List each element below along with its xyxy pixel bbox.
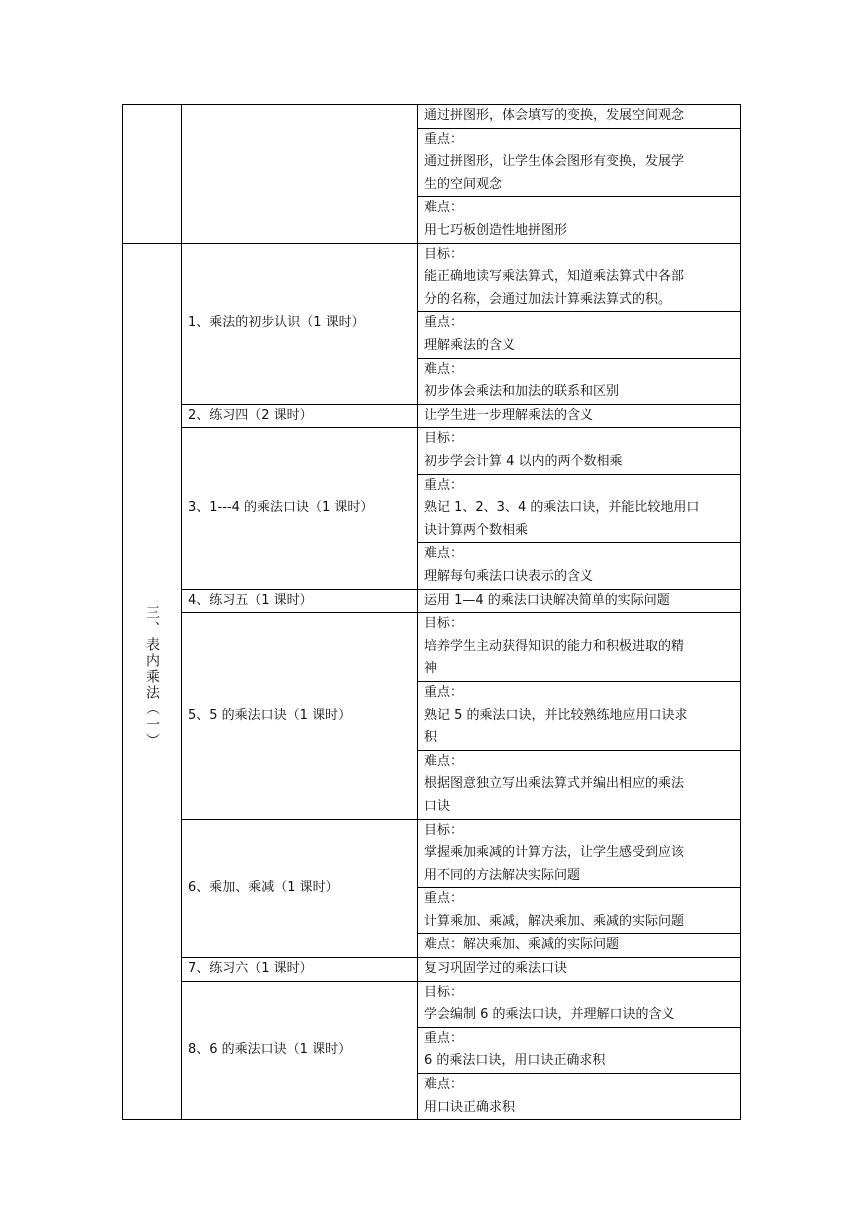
table-row: [123, 589, 741, 613]
content-line: 重点：: [424, 684, 464, 700]
content-line: 难点：: [424, 200, 464, 216]
content-cell: [418, 197, 741, 243]
table-row: [123, 243, 741, 312]
lesson-name-cell: 3、1---4 的乘法口诀（1 课时）: [182, 428, 418, 589]
content-line: 目标：: [424, 822, 464, 838]
content-line: 6 的乘法口诀，用口诀正确求积: [424, 1053, 606, 1069]
content-cell: [418, 613, 741, 682]
table-row: [123, 981, 741, 1027]
content-cell: [418, 105, 741, 129]
content-line: 口诀: [424, 798, 451, 814]
content-line: 诀计算两个数相乘: [424, 522, 529, 538]
content-line: 用口诀正确求积: [424, 1099, 516, 1115]
content-line: 目标：: [424, 246, 464, 262]
lesson-name-cell: 2、练习四（2 课时）: [182, 404, 418, 428]
content-cell: [418, 888, 741, 934]
content-line: 难点：: [424, 1077, 464, 1093]
lesson-name-cell: 5、5 的乘法口诀（1 课时）: [182, 613, 418, 819]
content-line: 神: [424, 661, 438, 677]
content-line: 根据图意独立写出乘法算式并编出相应的乘法: [424, 776, 685, 792]
content-line: 目标：: [424, 984, 464, 1000]
content-line: 让学生进一步理解乘法的含义: [424, 407, 594, 423]
content-line: 熟记 1、2、3、4 的乘法口诀，并能比较地用口: [424, 500, 700, 516]
content-line: 通过拼图形，体会填写的变换，发展空间观念: [424, 108, 685, 123]
content-line: 复习巩固学过的乘法口诀: [424, 961, 568, 977]
content-line: 生的空间观念: [424, 176, 503, 192]
content-line: 难点：: [424, 361, 464, 377]
content-cell: [418, 934, 741, 958]
unit-title-cell: [123, 243, 182, 1120]
content-cell: [418, 358, 741, 404]
content-line: 用不同的方法解决实际问题: [424, 867, 581, 883]
content-cell: [418, 681, 741, 750]
content-cell: [418, 243, 741, 312]
unit-cell-empty: [123, 105, 182, 244]
lesson-name-cell: 8、6 的乘法口诀（1 课时）: [182, 981, 418, 1120]
content-line: 积: [424, 730, 438, 746]
content-line: 理解乘法的含义: [424, 337, 516, 353]
content-cell: [418, 819, 741, 888]
lesson-plan-table: [122, 104, 741, 1120]
unit-title: 三、表内乘法（一）: [144, 605, 160, 750]
content-line: 培养学生主动获得知识的能力和积极进取的精: [424, 638, 685, 654]
content-line: 目标：: [424, 616, 464, 632]
table-row: [123, 404, 741, 428]
content-cell: [418, 589, 741, 613]
content-line: 目标：: [424, 431, 464, 447]
content-line: 熟记 5 的乘法口诀，并比较熟练地应用口诀求: [424, 707, 688, 723]
content-line: 计算乘加、乘减，解决乘加、乘减的实际问题: [424, 913, 685, 929]
content-line: 分的名称，会通过加法计算乘法算式的积。: [424, 291, 672, 307]
content-cell: [418, 543, 741, 589]
table-row: [123, 958, 741, 982]
content-line: 重点：: [424, 131, 464, 147]
table-row: [123, 613, 741, 682]
content-line: 难点：解决乘加、乘减的实际问题: [424, 937, 620, 953]
content-cell: [418, 404, 741, 428]
table-row: [123, 105, 741, 129]
content-line: 初步学会计算 4 以内的两个数相乘: [424, 453, 623, 469]
content-cell: [418, 312, 741, 358]
content-cell: [418, 1074, 741, 1120]
content-cell: [418, 1027, 741, 1073]
content-line: 通过拼图形，让学生体会图形有变换，发展学: [424, 154, 685, 170]
content-line: 难点：: [424, 753, 464, 769]
content-line: 掌握乘加乘减的计算方法，让学生感受到应该: [424, 845, 685, 861]
lesson-name-cell: 1、乘法的初步认识（1 课时）: [182, 243, 418, 404]
content-cell: [418, 128, 741, 197]
content-line: 能正确地读写乘法算式，知道乘法算式中各部: [424, 269, 685, 285]
content-line: 重点：: [424, 891, 464, 907]
content-cell: [418, 981, 741, 1027]
content-line: 重点：: [424, 477, 464, 493]
content-cell: [418, 958, 741, 982]
table-row: [123, 819, 741, 888]
lesson-name-cell: 6、乘加、乘减（1 课时）: [182, 819, 418, 958]
content-cell: [418, 750, 741, 819]
lesson-name-cell: 7、练习六（1 课时）: [182, 958, 418, 982]
content-line: 重点：: [424, 315, 464, 331]
lesson-name-cell: 4、练习五（1 课时）: [182, 589, 418, 613]
content-line: 用七巧板创造性地拼图形: [424, 222, 568, 238]
content-line: 难点：: [424, 546, 464, 562]
table-row: [123, 428, 741, 474]
content-cell: [418, 474, 741, 543]
content-cell: [418, 428, 741, 474]
content-line: 运用 1—4 的乘法口诀解决简单的实际问题: [424, 592, 670, 608]
content-line: 理解每句乘法口诀表示的含义: [424, 568, 594, 584]
content-line: 初步体会乘法和加法的联系和区别: [424, 384, 620, 400]
content-line: 重点：: [424, 1030, 464, 1046]
lesson-cell-empty: [182, 105, 418, 244]
content-line: 学会编制 6 的乘法口诀，并理解口诀的含义: [424, 1007, 675, 1023]
